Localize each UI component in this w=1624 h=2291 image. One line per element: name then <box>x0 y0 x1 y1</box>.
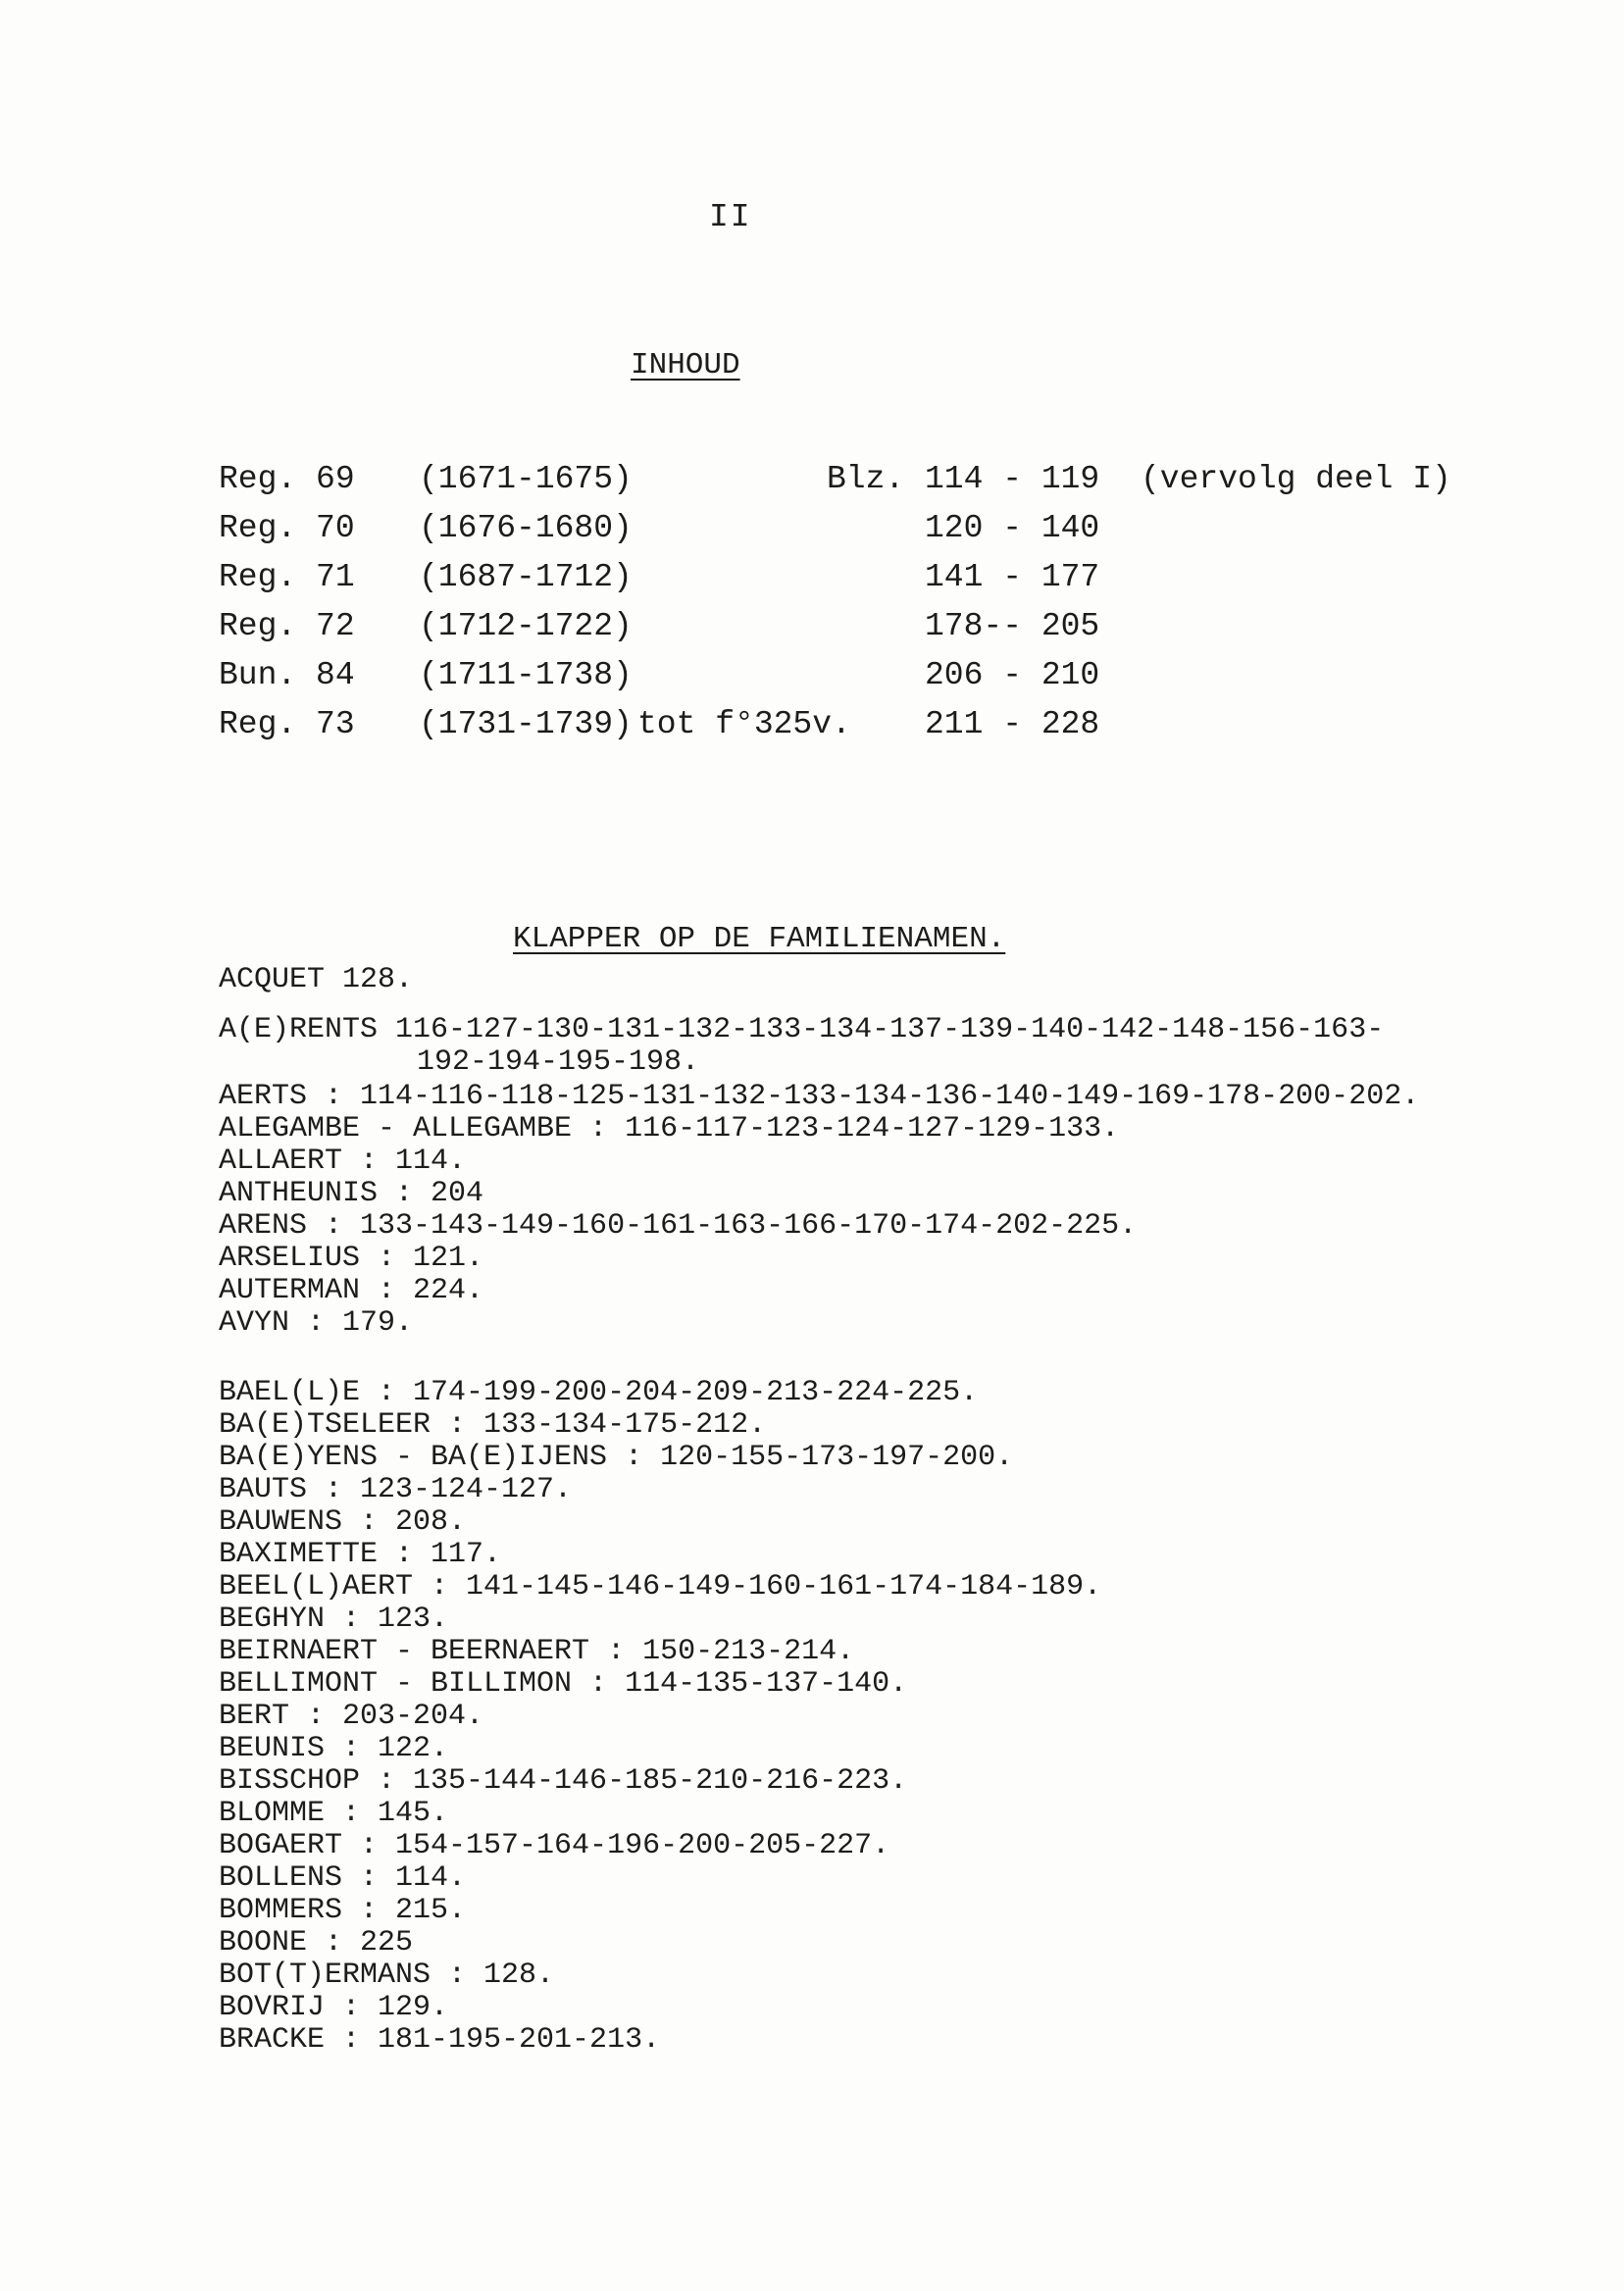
index-entry <box>219 1474 1611 1506</box>
index-entry-text: ALEGAMBE - ALLEGAMBE : 116-117-123-124-127-129-133. <box>219 1112 1120 1146</box>
index-entry-text: BOONE : 225 <box>219 1926 414 1960</box>
index-entry <box>219 1830 1611 1862</box>
index-entry <box>219 964 1611 996</box>
index-entry <box>219 1765 1611 1798</box>
index-entry-text: BOT(T)ERMANS : 128. <box>219 1959 555 1992</box>
index-entry <box>219 2024 1611 2057</box>
toc-row <box>219 608 1494 657</box>
index-entry-text: BEEL(L)AERT : 141-145-146-149-160-161-174-184-189. <box>219 1570 1102 1604</box>
table-of-contents <box>219 461 1494 755</box>
index-entry-text: BAUTS : 123-124-127. <box>219 1473 573 1506</box>
index-entry <box>219 1275 1611 1307</box>
index-entry <box>219 1081 1611 1113</box>
toc-row <box>219 510 1494 559</box>
toc-pages: 120 - 140 <box>925 510 1100 546</box>
toc-pages: 206 - 210 <box>925 657 1100 693</box>
index-entry-text: BOVRIJ : 129. <box>219 1991 449 2024</box>
index-entry-text: ARENS : 133-143-149-160-161-163-166-170-174-202-225. <box>219 1209 1138 1243</box>
index-entry-text: ARSELIUS : 121. <box>219 1242 484 1275</box>
index-entry-text: BAUWENS : 208. <box>219 1505 467 1539</box>
toc-years: (1731-1739) <box>419 706 633 742</box>
index-entry <box>219 1377 1611 1409</box>
index-entry-text: AVYN : 179. <box>219 1306 414 1340</box>
index-entry-text: BISSCHOP : 135-144-146-185-210-216-223. <box>219 1764 908 1798</box>
toc-row <box>219 706 1494 755</box>
inhoud-title: INHOUD <box>631 348 740 382</box>
index-entry <box>219 1798 1611 1830</box>
toc-register: Reg. 73 <box>219 706 355 742</box>
family-name-index <box>219 964 1611 2057</box>
index-entry <box>219 1014 1611 1079</box>
toc-blz-label: Blz. <box>827 461 905 497</box>
index-entry-text: BAEL(L)E : 174-199-200-204-209-213-224-225. <box>219 1376 979 1409</box>
index-entry <box>219 1701 1611 1733</box>
index-entry <box>219 1539 1611 1571</box>
toc-row <box>219 657 1494 706</box>
index-entry-text: ALLAERT : 114. <box>219 1145 467 1178</box>
index-entry-text: BOLLENS : 114. <box>219 1861 467 1895</box>
toc-extra: (vervolg deel I) <box>1141 461 1451 497</box>
index-entry <box>219 1668 1611 1701</box>
index-entry-text: BEIRNAERT - BEERNAERT : 150-213-214. <box>219 1635 855 1668</box>
index-entry-text: A(E)RENTS 116-127-130-131-132-133-134-137-139-140-142-148-156-163- <box>219 1013 1385 1046</box>
toc-register: Reg. 71 <box>219 559 355 595</box>
index-entry-text: BAXIMETTE : 117. <box>219 1538 502 1571</box>
index-entry <box>219 1960 1611 1992</box>
index-entry-text: BELLIMONT - BILLIMON : 114-135-137-140. <box>219 1667 908 1701</box>
index-entry-continuation: 192-194-195-198. <box>417 1045 700 1079</box>
index-entry-text: BLOMME : 145. <box>219 1797 449 1830</box>
index-entry-text: BERT : 203-204. <box>219 1700 484 1733</box>
index-entry-text: BEGHYN : 123. <box>219 1603 449 1636</box>
index-entry <box>219 1636 1611 1668</box>
klapper-title: KLAPPER OP DE FAMILIENAMEN. <box>513 922 1006 956</box>
toc-pages: 178-- 205 <box>925 608 1100 644</box>
index-entry-text: BA(E)YENS - BA(E)IJENS : 120-155-173-197-200. <box>219 1441 1014 1474</box>
index-entry-text: ACQUET 128. <box>219 963 414 996</box>
index-entry <box>219 1992 1611 2024</box>
toc-years: (1687-1712) <box>419 559 633 595</box>
toc-pages: 141 - 177 <box>925 559 1100 595</box>
index-entry <box>219 1307 1611 1340</box>
index-entry <box>219 1895 1611 1927</box>
index-entry <box>219 1571 1611 1604</box>
page-number: II <box>709 199 752 235</box>
toc-register: Reg. 70 <box>219 510 355 546</box>
index-entry-text: BRACKE : 181-195-201-213. <box>219 2023 661 2057</box>
index-entry <box>219 1113 1611 1146</box>
toc-pages: 114 - 119 <box>925 461 1100 497</box>
toc-years: (1676-1680) <box>419 510 633 546</box>
toc-years: (1711-1738) <box>419 657 633 693</box>
toc-row <box>219 461 1494 510</box>
index-entry <box>219 1506 1611 1539</box>
toc-years: (1671-1675) <box>419 461 633 497</box>
index-entry <box>219 1733 1611 1765</box>
index-entry <box>219 1927 1611 1960</box>
index-entry-text: ANTHEUNIS : 204 <box>219 1177 484 1210</box>
index-entry-text: BEUNIS : 122. <box>219 1732 449 1765</box>
index-entry <box>219 1604 1611 1636</box>
index-entry <box>219 1146 1611 1178</box>
toc-register: Bun. 84 <box>219 657 355 693</box>
toc-years: (1712-1722) <box>419 608 633 644</box>
toc-row <box>219 559 1494 608</box>
index-entry-text: BA(E)TSELEER : 133-134-175-212. <box>219 1408 767 1442</box>
index-entry-text: AERTS : 114-116-118-125-131-132-133-134-136-140-149-169-178-200-202. <box>219 1080 1420 1113</box>
index-entry <box>219 1243 1611 1275</box>
toc-note: tot f°325v. <box>637 706 851 742</box>
index-entry-text: BOMMERS : 215. <box>219 1894 467 1927</box>
index-entry-text: AUTERMAN : 224. <box>219 1274 484 1307</box>
index-entry <box>219 1210 1611 1243</box>
index-entry <box>219 1442 1611 1474</box>
index-entry <box>219 1409 1611 1442</box>
index-entry-text: BOGAERT : 154-157-164-196-200-205-227. <box>219 1829 890 1862</box>
toc-register: Reg. 72 <box>219 608 355 644</box>
index-entry <box>219 1178 1611 1210</box>
index-entry <box>219 1862 1611 1895</box>
toc-pages: 211 - 228 <box>925 706 1100 742</box>
group-spacer <box>219 1340 1611 1377</box>
toc-register: Reg. 69 <box>219 461 355 497</box>
